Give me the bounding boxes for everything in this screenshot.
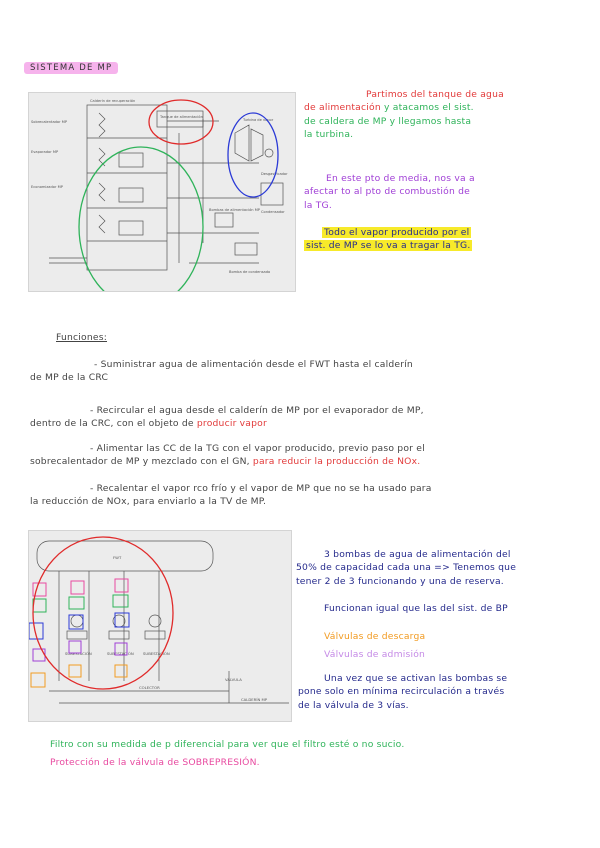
pumps-diagram (28, 530, 292, 722)
note-bombas-line3: tener 2 de 3 funcionando y una de reserva. (296, 575, 504, 587)
diagram2-label-b2: SUBESTACIÓN (107, 651, 134, 656)
diagram2-label-valve: VÁLVULA (225, 677, 242, 682)
diagram2-label-b1: SUBESTACIÓN (65, 651, 92, 656)
note-bombas (296, 548, 596, 588)
note-bombas-line2: 50% de capacidad cada una => Tenemos que (296, 562, 517, 574)
note-intro (304, 88, 594, 141)
note-media-line1: En este pto de media, nos va a (326, 173, 475, 184)
funcion-2-line1: - Recircular el agua desde el calderín de MP por el evaporador de MP, (90, 405, 424, 416)
diagram1-label-bombas: Bombas de alimentación MP (209, 208, 260, 212)
diagram1-label-tanque: Tanque de alimentación (160, 115, 203, 119)
note-funcionan-igual: Funcionan igual que las del sist. de BP (324, 603, 508, 614)
funcion-3-line2a: sobrecalentador de MP y mezclado con el GN, (30, 456, 250, 468)
diagram2-label-bottom: CALDERÍN MP (241, 697, 268, 702)
diagram1-label-sobrecal: Sobrecalentador MP (31, 120, 68, 124)
funcion-4-line2: la reducción de NOx, para enviarlo a la TV de MP. (30, 496, 267, 508)
funcion-2-line2b: producir vapor (196, 418, 267, 430)
note-filtro: Filtro con su medida de p diferencial para ver que el filtro esté o no sucio. (50, 739, 405, 750)
schematic-diagram-mp (28, 92, 296, 292)
note-media-line3: la TG. (304, 199, 332, 211)
note-vapor-line1: Todo el vapor producido por el (324, 227, 470, 238)
note-vapor-line2: sist. de MP se lo va a tragar la TG. (306, 240, 471, 252)
note-intro-line4: la turbina. (304, 129, 354, 141)
diagram1-label-evap: Evaporador MP (31, 150, 59, 154)
diagram1-label-desgasif: Desgasificador (261, 172, 288, 176)
pumps-drawing (29, 531, 291, 721)
funcion-1-line1: - Suministrar agua de alimentación desde el FWT hasta el calderín (94, 359, 413, 370)
note-bombas-line1: 3 bombas de agua de alimentación del (324, 549, 511, 560)
funcion-2-line2a: dentro de la CRC, con el objeto de (30, 418, 194, 430)
funcion-1-line2: de MP de la CRC (30, 372, 109, 384)
note-vapor-tg (304, 226, 594, 253)
funcion-3-line2b: para reducir la producción de NOx. (252, 456, 421, 468)
note-media-line2: afectar to al pto de combustión de (304, 186, 470, 198)
note-proteccion: Protección de la válvula de SOBREPRESIÓN. (50, 757, 260, 768)
diagram2-label-colector: COLECTOR (139, 685, 160, 690)
diagram1-label-turbina: Turbina de vapor (243, 118, 274, 122)
note-intro-line2b: y atacamos el sist. (383, 102, 474, 114)
diagram2-label-b3: SUBESTACIÓN (143, 651, 170, 656)
diagram1-label-top: Calderín de recuperación (90, 99, 136, 103)
funciones-heading: Funciones: (56, 332, 108, 343)
note-valvulas-admision: Válvulas de admisión (324, 649, 426, 660)
note-recirc-line1: Una vez que se activan las bombas se (324, 673, 508, 684)
note-recirc-line3: de la válvula de 3 vías. (298, 699, 409, 711)
note-media-presion (304, 172, 594, 212)
funcion-3-line1: - Alimentar las CC de la TG con el vapor producido, previo paso por el (90, 443, 425, 454)
note-intro-line2a: de alimentación (304, 102, 381, 114)
funcion-1 (30, 358, 590, 385)
diagram1-label-condensador: Condensador (261, 210, 285, 214)
schematic-drawing (29, 93, 295, 291)
note-intro-line3: de caldera de MP y llegamos hasta (304, 115, 472, 127)
funcion-4 (30, 482, 590, 509)
note-intro-line1: Partimos del tanque de agua (366, 89, 504, 100)
note-valvulas-descarga: Válvulas de descarga (324, 631, 426, 642)
note-recirc-line2: pone solo en mínima recirculación a través (298, 686, 505, 698)
note-minima-recirculacion (298, 672, 598, 712)
diagram1-label-bottom: Bomba de condensado (229, 270, 271, 274)
page-title: SISTEMA DE MP (24, 62, 118, 74)
funcion-3 (30, 442, 590, 469)
diagram2-label-top: FWT (113, 555, 122, 560)
funcion-4-line1: - Recalentar el vapor rco frío y el vapor de MP que no se ha usado para (90, 483, 432, 494)
funcion-2 (30, 404, 590, 431)
diagram1-label-econ: Economizador MP (31, 185, 63, 189)
